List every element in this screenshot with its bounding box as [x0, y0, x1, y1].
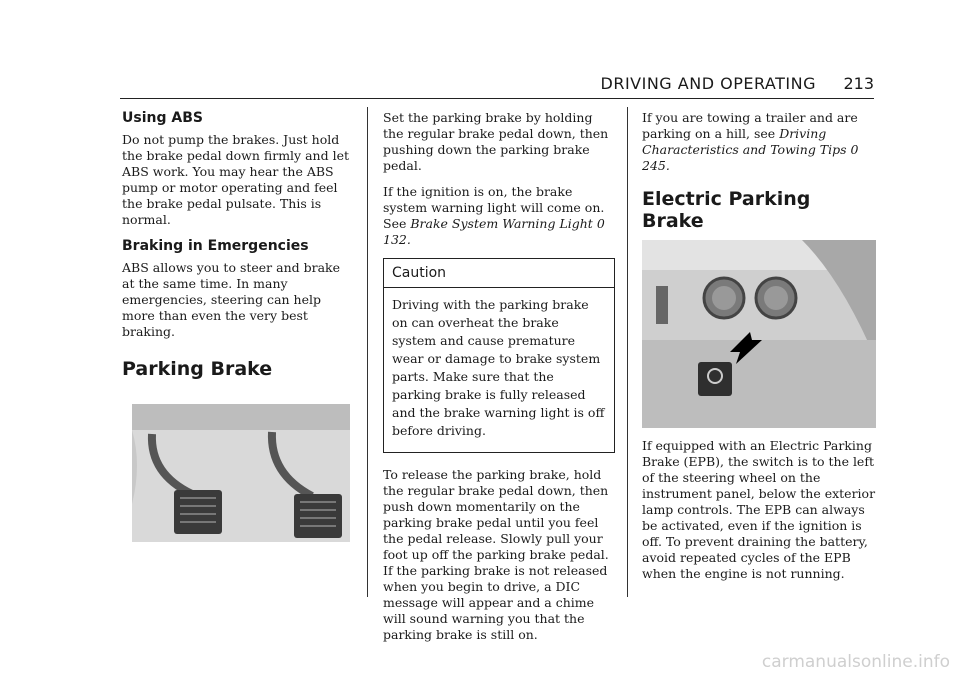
paragraph-epb: If equipped with an Electric Parking Brake (EPB), the switch is to the left of the steering wheel on the instrument panel, below the exterior lamp controls. The EPB can always be activated, even if the ignition is off. To prevent draining the battery, avoid repeated cycles of the EPB when the engine is not running. [642, 438, 876, 581]
ref-driving-towing-tips[interactable]: Driving Characteristics and Towing Tips [642, 126, 847, 157]
caution-text: Driving with the parking brake on can overheat the brake system and cause premature wear or damage to brake system parts. Make sure that the parking brake is fully released and the brake warning light is off before driving. [392, 297, 605, 438]
ref-brake-warning-light[interactable]: Brake System Warning Light [410, 216, 593, 231]
caution-title: Caution [384, 265, 614, 288]
column-divider [627, 107, 628, 597]
heading-electric-parking-brake: Electric Parking Brake [642, 188, 811, 232]
parking-brake-pedals-image [132, 404, 350, 542]
caution-box [383, 258, 615, 453]
paragraph-abs: Do not pump the brakes. Just hold the brake pedal down firmly and let ABS work. You may hear the ABS pump or motor operating and feel the brake pedal pulsate. This is normal. [122, 132, 349, 227]
ref-page-245[interactable]: 0 245. [642, 142, 859, 173]
paragraph-set-brake: Set the parking brake by holding the regular brake pedal down, then pushing down the parking brake pedal. [383, 110, 609, 173]
page-header [120, 72, 874, 99]
column-3 [642, 110, 876, 592]
paragraph-ignition [383, 184, 615, 248]
heading-braking-emergencies: Braking in Emergencies [122, 238, 309, 254]
ignition-text: If the ignition is on, the brake system warning light will come on. See [383, 184, 605, 231]
watermark-text: carmanualsonline.info [761, 652, 950, 672]
epb-switch-image [642, 240, 876, 428]
paragraph-towing [642, 110, 876, 174]
heading-parking-brake: Parking Brake [122, 358, 273, 380]
column-1 [122, 110, 352, 542]
section-title: DRIVING AND OPERATING [600, 74, 816, 93]
column-2 [383, 110, 615, 653]
heading-using-abs: Using ABS [122, 110, 203, 126]
towing-text: If you are towing a trailer and are parking on a hill, see [642, 110, 858, 141]
paragraph-release: To release the parking brake, hold the regular brake pedal down, then push down momentarily on the parking brake pedal until you feel the pedal release. Slowly pull your foot up off the parking brake pedal. If the parking brake is not released when you begin to drive, a DIC message will appear and a chime will sound warning you that the parking brake is still on. [383, 467, 609, 642]
column-divider [367, 107, 368, 597]
page-number: 213 [843, 74, 874, 93]
ref-page-132[interactable]: 0 132. [383, 216, 605, 247]
paragraph-emergencies: ABS allows you to steer and brake at the same time. In many emergencies, steering can help more than even the very best braking. [122, 260, 341, 339]
